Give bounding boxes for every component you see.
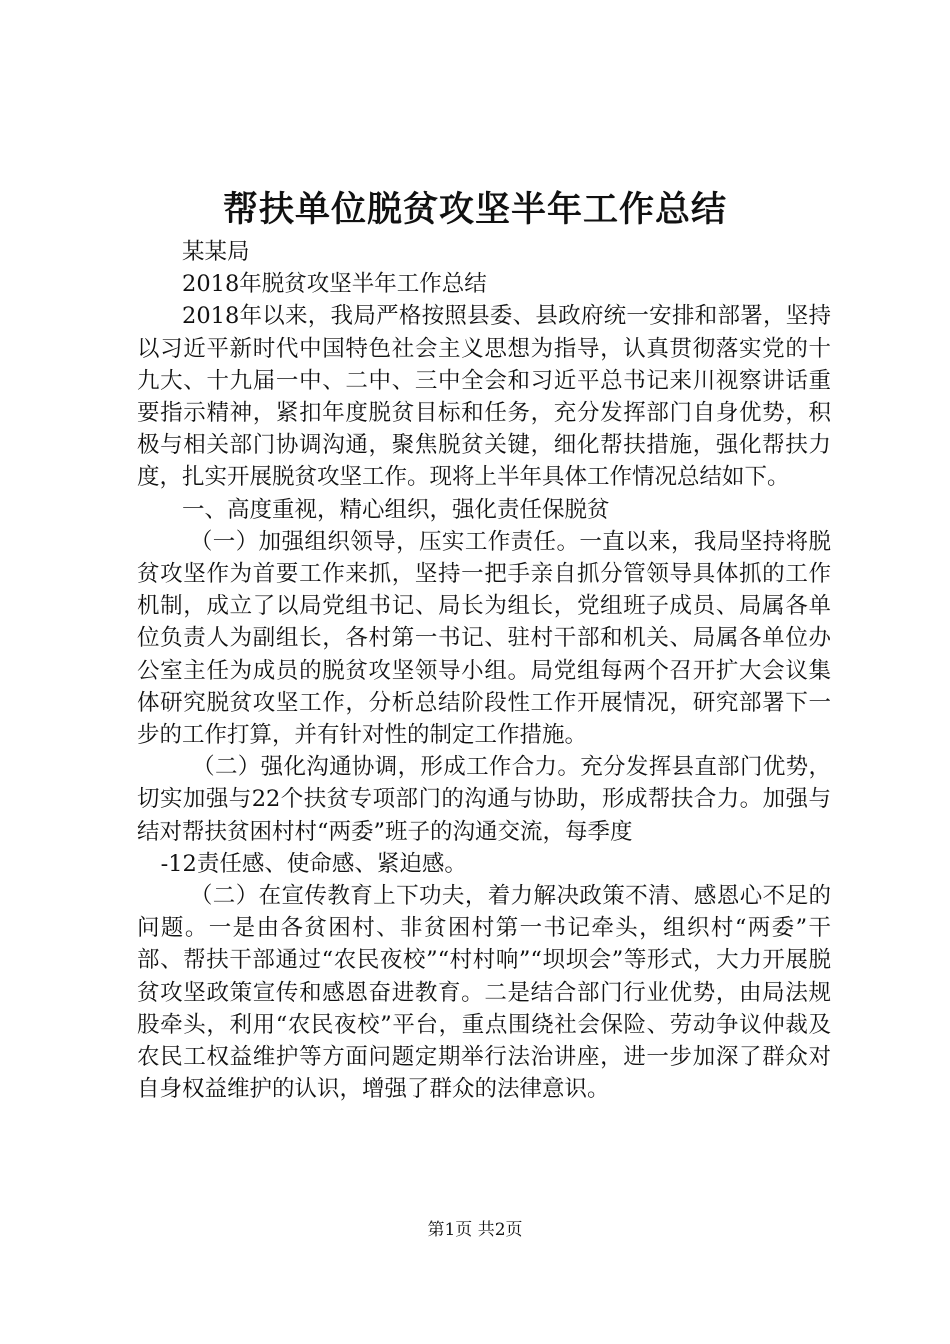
subtitle-line: 2018年脱贫攻坚半年工作总结: [182, 271, 487, 298]
section-heading-1: 一、高度重视，精心组织，强化责任保脱贫: [182, 496, 610, 523]
paragraph-organization: （一）加强组织领导，压实工作责任。一直以来，我局坚持将脱贫攻坚作为首要工作来抓，坚持一把手亲自抓分管领导具体抓的工作机制，成立了以局党组书记、局长为组长，党组班子成员、局属各单位负责人为副组长，各村第一书记、驻村干部和机关、局属各单位办公室主任为成员的脱贫攻坚领导小组。局党组每两个召开扩大会议集体研究脱贫攻坚工作，分析总结阶段性工作开展情况，研究部署下一步的工作打算，并有针对性的制定工作措施。: [137, 528, 831, 749]
document-title: 帮扶单位脱贫攻坚半年工作总结: [222, 189, 727, 230]
author-line: 某某局: [182, 239, 250, 265]
paragraph-publicity: （二）在宣传教育上下功夫，着力解决政策不清、感恩心不足的问题。一是由各贫困村、非贫困村第一书记牵头，组织村“两委”干部、帮扶干部通过“农民夜校”“村村响”“坝坝会”等形式，大力开展脱贫攻坚政策宣传和感恩奋进教育。二是结合部门行业优势，由局法规股牵头，利用“农民夜校”平台，重点围绕社会保险、劳动争议仲裁及农民工权益维护等方面问题定期举行法治讲座，进一步加深了群众对自身权益维护的认识，增强了群众的法律意识。: [137, 883, 831, 1103]
page-number: 第1页 共2页: [427, 1220, 523, 1240]
paragraph-intro: 2018年以来，我局严格按照县委、县政府统一安排和部署，坚持以习近平新时代中国特色社会主义思想为指导，认真贯彻落实党的十九大、十九届一中、二中、三中全会和习近平总书记来川视察讲话重要指示精神，紧扣年度脱贫目标和任务，充分发挥部门自身优势，积极与相关部门协调沟通，聚焦脱贫关键，细化帮扶措施，强化帮扶力度，扎实开展脱贫攻坚工作。现将上半年具体工作情况总结如下。: [137, 303, 831, 491]
paragraph-fragment: -12责任感、使命感、紧迫感。: [160, 850, 467, 877]
paragraph-coordination: （二）强化沟通协调，形成工作合力。充分发挥县直部门优势，切实加强与22个扶贫专项部门的沟通与协助，形成帮扶合力。加强与结对帮扶贫困村村“两委”班子的沟通交流，每季度: [137, 754, 831, 845]
document-body: [137, 236, 831, 1105]
